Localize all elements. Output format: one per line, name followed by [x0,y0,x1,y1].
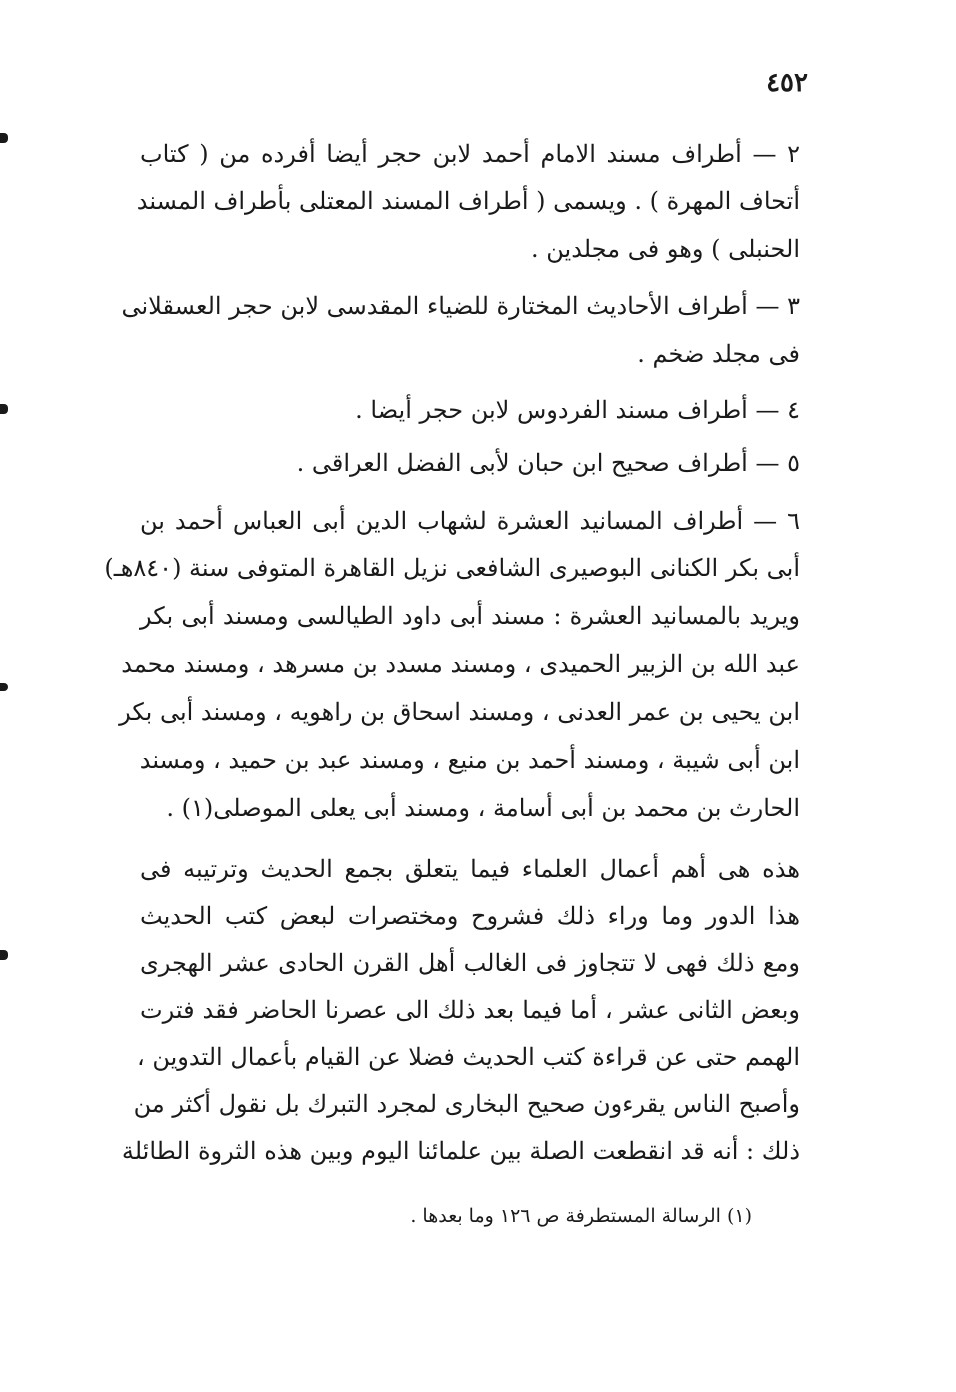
text-line: ذلك : أنه قد انقطعت الصلة بين علمائنا اليوم وبين هذه الثروة الطائلة [121,1137,800,1165]
text-line: ٦ — أطراف المسانيد العشرة لشهاب الدين أبى العباس أحمد بن [140,507,800,535]
text-line: وأصبح الناس يقرءون صحيح البخارى لمجرد التبرك بل نقول أكثر من [133,1090,800,1118]
text-line: ومع ذلك فهى لا تتجاوز فى الغالب أهل القرن الحادى عشر الهجرى [140,949,800,977]
text-line: هذه هى أهم أعمال العلماء فيما يتعلق بجمع الحديث وترتيبه فى [140,855,800,883]
scan-edge-mark [0,404,8,414]
text-line: الحارث بن محمد بن أبى أسامة ، ومسند أبى يعلى الموصلى(١) . [166,794,800,822]
text-line: ابن أبى شيبة ، ومسند أحمد بن منيع ، ومسند عبد بن حميد ، ومسند [139,746,800,774]
text-line: ٥ — أطراف صحيح ابن حبان لأبى الفضل العراقى . [296,449,800,477]
scan-edge-mark [0,950,8,960]
text-line: الحنبلى ) وهو فى مجلدين . [530,235,800,263]
text-line: فى مجلد ضخم . [637,340,800,368]
text-line: ٢ — أطراف مسند الامام أحمد لابن حجر أيضا أفرده من ( كتاب [140,140,800,168]
footnote: (١) الرسالة المستطرفة ص ١٢٦ وما بعدها . [410,1205,752,1227]
scan-edge-mark [0,683,8,691]
text-line: الهمم حتى عن قراءة كتب الحديث فضلا عن القيام بأعمال التدوين ، [136,1043,800,1071]
text-line: أبى بكر الكنانى البوصيرى الشافعى نزيل القاهرة المتوفى سنة (٨٤٠هـ) [104,554,800,582]
text-line: ابن يحيى بن عمر العدنى ، ومسند اسحاق بن راهويه ، ومسند أبى بكر [119,698,800,726]
text-line: ٤ — أطراف مسند الفردوس لابن حجر أيضا . [355,396,800,424]
page-number: ٤٥٢ [766,68,808,98]
text-line: ٣ — أطراف الأحاديث المختارة للضياء المقدسى لابن حجر العسقلانى [121,292,800,320]
text-line: ويريد بالمسانيد العشرة : مسند أبى داود الطيالسى ومسند أبى بكر [140,602,800,630]
text-line: وبعض الثانى عشر ، أما فيما بعد ذلك الى عصرنا الحاضر فقد فترت [140,996,800,1024]
text-line: هذا الدور وما وراء ذلك فشروح ومختصرات لبعض كتب الحديث [140,902,800,930]
text-line: أتحاف المهرة ) . ويسمى ( أطراف المسند المعتلى بأطراف المسند [136,187,800,215]
scan-edge-mark [0,133,8,143]
text-line: عبد الله بن الزبير الحميدى ، ومسند مسدد بن مسرهد ، ومسند محمد [121,650,800,678]
